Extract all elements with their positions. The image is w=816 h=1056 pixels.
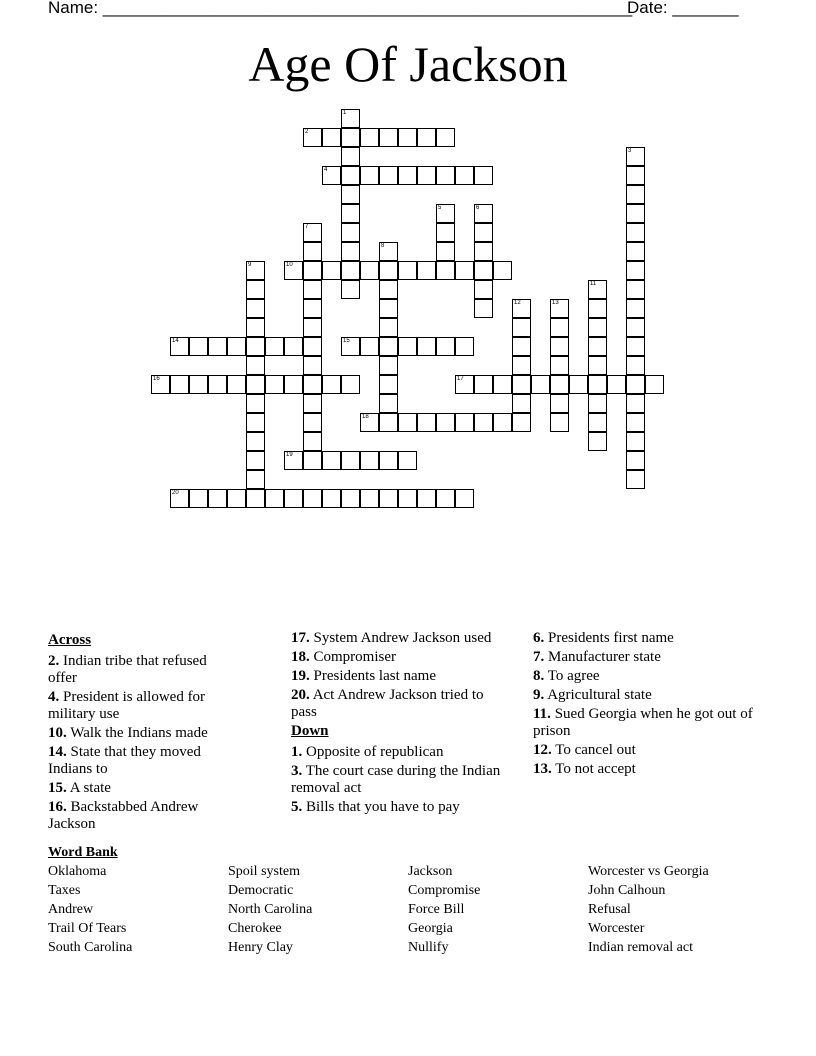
crossword-cell[interactable] <box>550 318 569 337</box>
crossword-cell[interactable] <box>493 261 512 280</box>
crossword-cell[interactable] <box>474 242 493 261</box>
clue-down-3: 3. The court case during the Indian removal act <box>291 763 501 796</box>
crossword-cell[interactable] <box>436 242 455 261</box>
crossword-cell[interactable] <box>455 413 474 432</box>
word-bank-item: Georgia <box>408 921 453 936</box>
crossword-cell[interactable] <box>246 356 265 375</box>
crossword-cell[interactable] <box>474 299 493 318</box>
word-bank-item: Refusal <box>588 902 631 917</box>
crossword-cell[interactable] <box>588 394 607 413</box>
crossword-cell[interactable] <box>246 280 265 299</box>
crossword-cell[interactable] <box>417 128 436 147</box>
crossword-cell[interactable] <box>455 261 474 280</box>
crossword-cell[interactable] <box>512 337 531 356</box>
crossword-cell[interactable] <box>569 375 588 394</box>
name-line: Name: ________________________________________________________ <box>48 0 633 17</box>
crossword-cell[interactable] <box>284 451 303 470</box>
crossword-cell[interactable] <box>588 318 607 337</box>
crossword-cell[interactable] <box>417 166 436 185</box>
crossword-cell[interactable] <box>303 128 322 147</box>
crossword-cell[interactable] <box>322 489 341 508</box>
word-bank-item: Henry Clay <box>228 940 293 955</box>
word-bank-grid <box>48 863 768 956</box>
clue-across-19: 19. Presidents last name <box>291 668 436 684</box>
word-bank-item: Andrew <box>48 902 94 917</box>
crossword-cell[interactable] <box>379 318 398 337</box>
crossword-cell[interactable] <box>379 299 398 318</box>
crossword-cell[interactable] <box>379 337 398 356</box>
crossword-cell[interactable] <box>303 223 322 242</box>
clue-number: 11 <box>590 281 597 287</box>
crossword-cell[interactable] <box>398 413 417 432</box>
crossword-cell[interactable] <box>455 375 474 394</box>
word-bank-item: Spoil system <box>228 864 300 879</box>
clue-number: 14 <box>172 338 179 344</box>
crossword-cell[interactable] <box>379 356 398 375</box>
crossword-cell[interactable] <box>303 413 322 432</box>
word-bank-item: Nullify <box>408 940 449 955</box>
crossword-cell[interactable] <box>208 375 227 394</box>
crossword-cell[interactable] <box>360 413 379 432</box>
crossword-cell[interactable] <box>474 413 493 432</box>
crossword-cell[interactable] <box>246 451 265 470</box>
crossword-cell[interactable] <box>284 337 303 356</box>
crossword-cell[interactable] <box>303 489 322 508</box>
crossword-cell[interactable] <box>493 375 512 394</box>
crossword-cell[interactable] <box>379 166 398 185</box>
crossword-cell[interactable] <box>645 375 664 394</box>
crossword-cell[interactable] <box>626 204 645 223</box>
crossword-cell[interactable] <box>398 128 417 147</box>
crossword-cell[interactable] <box>246 394 265 413</box>
word-bank-item: Trail Of Tears <box>48 921 127 936</box>
clue-number: 20 <box>172 490 179 496</box>
crossword-cell[interactable] <box>626 394 645 413</box>
crossword-cell[interactable] <box>379 261 398 280</box>
crossword-cell[interactable] <box>512 356 531 375</box>
crossword-cell[interactable] <box>626 280 645 299</box>
crossword-cell[interactable] <box>626 185 645 204</box>
word-bank-item: North Carolina <box>228 902 313 917</box>
crossword-cell[interactable] <box>626 470 645 489</box>
crossword-cell[interactable] <box>246 489 265 508</box>
crossword-cell[interactable] <box>341 128 360 147</box>
crossword-cell[interactable] <box>303 337 322 356</box>
crossword-cell[interactable] <box>322 128 341 147</box>
crossword-cell[interactable] <box>550 337 569 356</box>
word-bank-item: Compromise <box>408 883 481 898</box>
word-bank-title: Word Bank <box>48 845 118 860</box>
crossword-cell[interactable] <box>512 394 531 413</box>
crossword-cell[interactable] <box>455 166 474 185</box>
crossword-cell[interactable] <box>246 413 265 432</box>
crossword-cell[interactable] <box>398 337 417 356</box>
crossword-cell[interactable] <box>227 375 246 394</box>
clue-number: 8 <box>381 243 385 249</box>
crossword-cell[interactable] <box>303 356 322 375</box>
crossword-cell[interactable] <box>626 318 645 337</box>
crossword-cell[interactable] <box>512 375 531 394</box>
crossword-cell[interactable] <box>170 375 189 394</box>
clue-across-18: 18. Compromiser <box>291 649 396 665</box>
crossword-cell[interactable] <box>227 489 246 508</box>
clue-across-16: 16. Backstabbed Andrew Jackson <box>48 799 199 832</box>
word-bank-item: John Calhoun <box>588 883 666 898</box>
crossword-cell[interactable] <box>341 185 360 204</box>
page-title: Age Of Jackson <box>248 36 568 92</box>
crossword-cell[interactable] <box>360 489 379 508</box>
crossword-cell[interactable] <box>626 242 645 261</box>
crossword-cell[interactable] <box>588 356 607 375</box>
crossword-cell[interactable] <box>417 337 436 356</box>
crossword-cell[interactable] <box>341 223 360 242</box>
clue-number: 7 <box>305 224 309 230</box>
crossword-cell[interactable] <box>379 375 398 394</box>
crossword-cell[interactable] <box>417 489 436 508</box>
crossword-cell[interactable] <box>512 413 531 432</box>
crossword-cell[interactable] <box>341 166 360 185</box>
crossword-cell[interactable] <box>341 261 360 280</box>
crossword-cell[interactable] <box>246 299 265 318</box>
crossword-cell[interactable] <box>626 147 645 166</box>
crossword-cell[interactable] <box>284 261 303 280</box>
clue-number: 12 <box>514 300 521 306</box>
word-bank-item: Cherokee <box>228 921 282 936</box>
crossword-cell[interactable] <box>303 394 322 413</box>
crossword-cell[interactable] <box>455 337 474 356</box>
crossword-cell[interactable] <box>341 242 360 261</box>
crossword-cell[interactable] <box>360 128 379 147</box>
crossword-cell[interactable] <box>246 432 265 451</box>
crossword-cell[interactable] <box>550 413 569 432</box>
crossword-cell[interactable] <box>550 299 569 318</box>
crossword-cell[interactable] <box>512 318 531 337</box>
word-bank-item: Indian removal act <box>588 940 693 955</box>
crossword-cell[interactable] <box>189 489 208 508</box>
clue-down-8: 8. To agree <box>533 668 600 684</box>
date-line: Date: _______ <box>627 0 739 17</box>
crossword-cell[interactable] <box>322 261 341 280</box>
crossword-cell[interactable] <box>588 413 607 432</box>
crossword-cell[interactable] <box>436 223 455 242</box>
clue-number: 19 <box>286 452 293 458</box>
crossword-cell[interactable] <box>588 337 607 356</box>
crossword-cell[interactable] <box>379 451 398 470</box>
crossword-cell[interactable] <box>303 318 322 337</box>
crossword-cell[interactable] <box>436 337 455 356</box>
crossword-cell[interactable] <box>265 337 284 356</box>
crossword-cell[interactable] <box>170 489 189 508</box>
crossword-cell[interactable] <box>341 375 360 394</box>
crossword-cell[interactable] <box>341 147 360 166</box>
clue-number: 13 <box>552 300 559 306</box>
crossword-cell[interactable] <box>626 451 645 470</box>
crossword-cell[interactable] <box>474 375 493 394</box>
crossword-cell[interactable] <box>588 299 607 318</box>
word-bank-item: South Carolina <box>48 940 133 955</box>
crossword-cell[interactable] <box>493 413 512 432</box>
clue-down-11: 11. Sued Georgia when he got out of prison <box>533 706 753 739</box>
clue-number: 10 <box>286 262 293 268</box>
crossword-cell[interactable] <box>189 337 208 356</box>
crossword-cell[interactable] <box>265 489 284 508</box>
crossword-cell[interactable] <box>246 318 265 337</box>
clue-down-12: 12. To cancel out <box>533 742 636 758</box>
crossword-cell[interactable] <box>303 432 322 451</box>
crossword-cell[interactable] <box>379 489 398 508</box>
crossword-cell[interactable] <box>246 375 265 394</box>
crossword-cell[interactable] <box>436 166 455 185</box>
crossword-cell[interactable] <box>303 299 322 318</box>
crossword-cell[interactable] <box>398 166 417 185</box>
clue-across-2: 2. Indian tribe that refused offer <box>48 653 207 686</box>
clue-number: 15 <box>343 338 350 344</box>
clue-down-9: 9. Agricultural state <box>533 687 652 703</box>
crossword-cell[interactable] <box>436 204 455 223</box>
crossword-cell[interactable] <box>303 261 322 280</box>
crossword-cell[interactable] <box>588 375 607 394</box>
crossword-cell[interactable] <box>436 489 455 508</box>
crossword-cell[interactable] <box>379 394 398 413</box>
crossword-cell[interactable] <box>322 451 341 470</box>
clue-across-14: 14. State that they moved Indians to <box>48 744 201 777</box>
crossword-cell[interactable] <box>626 337 645 356</box>
crossword-cell[interactable] <box>284 375 303 394</box>
crossword-cell[interactable] <box>341 204 360 223</box>
crossword-cell[interactable] <box>436 413 455 432</box>
crossword-cell[interactable] <box>246 261 265 280</box>
word-bank-item: Worcester <box>588 921 645 936</box>
crossword-cell[interactable] <box>398 451 417 470</box>
across-heading: Across <box>48 632 92 648</box>
crossword-cell[interactable] <box>398 489 417 508</box>
clue-number: 17 <box>457 376 464 382</box>
crossword-cell[interactable] <box>436 261 455 280</box>
clue-across-15: 15. A state <box>48 780 111 796</box>
clue-down-7: 7. Manufacturer state <box>533 649 661 665</box>
crossword-cell[interactable] <box>417 261 436 280</box>
crossword-cell[interactable] <box>626 432 645 451</box>
clue-number: 4 <box>324 167 328 173</box>
crossword-cell[interactable] <box>626 299 645 318</box>
clue-number: 3 <box>628 148 632 154</box>
crossword-cell[interactable] <box>379 280 398 299</box>
clue-across-4: 4. President is allowed for military use <box>48 689 206 722</box>
crossword-cell[interactable] <box>550 356 569 375</box>
clue-across-10: 10. Walk the Indians made <box>48 725 208 741</box>
clue-number: 18 <box>362 414 369 420</box>
word-bank-item: Worcester vs Georgia <box>588 864 709 879</box>
crossword-cell[interactable] <box>341 109 360 128</box>
crossword-cell[interactable] <box>189 375 208 394</box>
crossword-cell[interactable] <box>550 375 569 394</box>
clue-number: 1 <box>343 110 347 116</box>
crossword-cell[interactable] <box>265 375 284 394</box>
crossword-cell[interactable] <box>474 261 493 280</box>
crossword-cell[interactable] <box>341 489 360 508</box>
crossword-cell[interactable] <box>626 356 645 375</box>
crossword-cell[interactable] <box>341 451 360 470</box>
clue-down-13: 13. To not accept <box>533 761 636 777</box>
crossword-cell[interactable] <box>227 337 246 356</box>
clue-number: 6 <box>476 205 480 211</box>
crossword-cell[interactable] <box>208 489 227 508</box>
clues-column-2 <box>291 630 501 818</box>
crossword-cell[interactable] <box>379 413 398 432</box>
clues-column-3 <box>533 630 753 780</box>
crossword-cell[interactable] <box>474 166 493 185</box>
crossword-cell[interactable] <box>303 451 322 470</box>
crossword-cell[interactable] <box>474 204 493 223</box>
crossword-cell[interactable] <box>303 375 322 394</box>
crossword-cell[interactable] <box>474 223 493 242</box>
crossword-cell[interactable] <box>626 261 645 280</box>
crossword-cell[interactable] <box>626 413 645 432</box>
word-bank-item: Oklahoma <box>48 864 107 879</box>
crossword-cell[interactable] <box>360 166 379 185</box>
clue-number: 9 <box>248 262 252 268</box>
crossword-cell[interactable] <box>170 337 189 356</box>
clue-down-1: 1. Opposite of republican <box>291 744 444 760</box>
crossword-cell[interactable] <box>360 337 379 356</box>
clue-number: 16 <box>153 376 160 382</box>
crossword-cell[interactable] <box>588 280 607 299</box>
word-bank-item: Force Bill <box>408 902 465 917</box>
clue-number: 5 <box>438 205 442 211</box>
word-bank <box>48 845 768 956</box>
clue-down-5: 5. Bills that you have to pay <box>291 799 460 815</box>
crossword-cell[interactable] <box>379 242 398 261</box>
crossword-cell[interactable] <box>341 337 360 356</box>
crossword-cell[interactable] <box>626 166 645 185</box>
crossword-cell[interactable] <box>322 375 341 394</box>
clue-across-17: 17. System Andrew Jackson used <box>291 630 492 646</box>
crossword-cell[interactable] <box>607 375 626 394</box>
word-bank-item: Democratic <box>228 883 294 898</box>
crossword-cell[interactable] <box>550 394 569 413</box>
crossword-cell[interactable] <box>341 280 360 299</box>
crossword-cell[interactable] <box>531 375 550 394</box>
crossword-cell[interactable] <box>379 128 398 147</box>
word-bank-item: Taxes <box>48 883 81 898</box>
crossword-cell[interactable] <box>303 280 322 299</box>
crossword-cell[interactable] <box>360 451 379 470</box>
crossword-cell[interactable] <box>474 280 493 299</box>
crossword-cell[interactable] <box>246 470 265 489</box>
crossword-cell[interactable] <box>360 261 379 280</box>
word-bank-item: Jackson <box>408 864 453 879</box>
clue-across-20: 20. Act Andrew Jackson tried to pass <box>291 687 484 720</box>
crossword-cell[interactable] <box>626 375 645 394</box>
crossword-cell[interactable] <box>151 375 170 394</box>
crossword-cell[interactable] <box>417 413 436 432</box>
crossword-cell[interactable] <box>284 489 303 508</box>
crossword-cell[interactable] <box>246 337 265 356</box>
crossword-cell[interactable] <box>455 489 474 508</box>
crossword-cell[interactable] <box>588 432 607 451</box>
crossword-cell[interactable] <box>303 242 322 261</box>
crossword-cell[interactable] <box>512 299 531 318</box>
crossword-cell[interactable] <box>208 337 227 356</box>
clue-number: 2 <box>305 129 309 135</box>
crossword-cell[interactable] <box>436 128 455 147</box>
crossword-cell[interactable] <box>398 261 417 280</box>
crossword-cell[interactable] <box>626 223 645 242</box>
clues-column-1 <box>48 630 238 835</box>
clue-down-6: 6. Presidents first name <box>533 630 674 646</box>
crossword-cell[interactable] <box>322 166 341 185</box>
down-heading: Down <box>291 723 329 739</box>
